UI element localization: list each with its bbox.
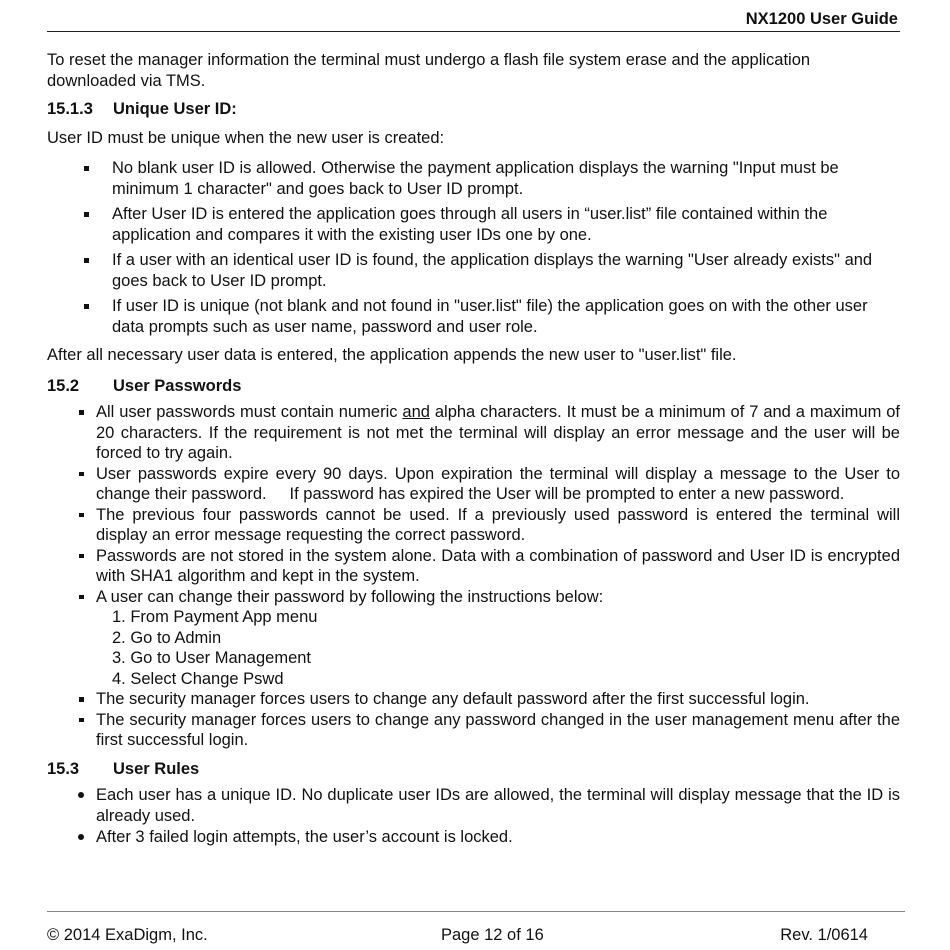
section-15-3-heading xyxy=(47,759,900,780)
section-title: Unique User ID: xyxy=(113,100,237,118)
list-item: If user ID is unique (not blank and not found in "user.list" file) the application goes on with the other user data prompts such as user name, password and user role. xyxy=(47,296,900,337)
step-item: 4. Select Change Pswd xyxy=(112,669,284,688)
section-15-2-heading xyxy=(47,376,900,397)
list-item: The previous four passwords cannot be used. If a previously used password is entered the terminal will display an error message requesting the correct password. xyxy=(47,505,900,546)
text-run: A user can change their password by following the instructions below: xyxy=(96,587,604,606)
list-item: The security manager forces users to change any password changed in the user management menu after the first successful login. xyxy=(47,710,900,751)
section-title: User Passwords xyxy=(113,376,242,395)
section-15-1-3-heading xyxy=(47,99,900,120)
list-item: If a user with an identical user ID is found, the application displays the warning "User already exists" and goes back to User ID prompt. xyxy=(47,250,900,291)
intro-paragraph: To reset the manager information the terminal must undergo a flash file system erase and the application downloaded via TMS. xyxy=(47,51,811,90)
underlined-word: and xyxy=(402,403,430,421)
footer-divider xyxy=(47,911,905,912)
step-item: 2. Go to Admin xyxy=(112,628,222,647)
list-item xyxy=(47,587,900,690)
step-item: 3. Go to User Management xyxy=(112,649,312,667)
section-number: 15.3 xyxy=(47,759,80,778)
list-item: No blank user ID is allowed. Otherwise the payment application displays the warning "Input must be minimum 1 character" and goes back to User ID prompt. xyxy=(47,158,900,199)
list-item: User passwords expire every 90 days. Upon expiration the terminal will display a message to the User to change their password. If password has expired the User will be prompted to enter a new password. xyxy=(47,464,900,505)
change-password-steps xyxy=(96,607,900,689)
document-header-title: NX1200 User Guide xyxy=(745,10,898,28)
footer-copyright: © 2014 ExaDigm, Inc. xyxy=(47,926,208,944)
list-item: The security manager forces users to change any default password after the first successful login. xyxy=(47,689,900,710)
section-number: 15.1.3 xyxy=(47,100,93,118)
list-item: After 3 failed login attempts, the user’s account is locked. xyxy=(47,827,900,848)
list-item: After User ID is entered the application goes through all users in “user.list” file contained within the application and compares it with the existing user IDs one by one. xyxy=(47,204,900,245)
header-divider xyxy=(47,31,900,32)
section-number: 15.2 xyxy=(47,376,80,395)
user-rules-bullet-list xyxy=(47,785,900,848)
list-item: Passwords are not stored in the system alone. Data with a combination of password and User ID is encrypted with SHA1 algorithm and kept in the system. xyxy=(47,546,900,587)
passwords-bullet-list xyxy=(47,402,905,751)
list-item: Each user has a unique ID. No duplicate user IDs are allowed, the terminal will display message that the ID is already used. xyxy=(47,785,900,826)
text-run: All user passwords must contain numeric xyxy=(96,403,403,421)
footer-revision: Rev. 1/0614 xyxy=(780,926,868,944)
step-item: 1. From Payment App menu xyxy=(112,608,318,626)
list-item xyxy=(47,402,900,464)
section-title: User Rules xyxy=(113,759,200,778)
page-content xyxy=(47,50,905,849)
section-lead: User ID must be unique when the new user is created: xyxy=(47,128,445,147)
closing-paragraph: After all necessary user data is entered, the application appends the new user to "user.list" file. xyxy=(47,346,737,364)
unique-id-bullet-list xyxy=(47,158,900,337)
text-run: alpha characters. It must be a minimum of 7 and a maximum of 20 characters. If the requirement is not met the terminal will display an error message and the user will be forced to try again. xyxy=(96,403,901,462)
footer-page-number: Page 12 of 16 xyxy=(441,926,544,944)
